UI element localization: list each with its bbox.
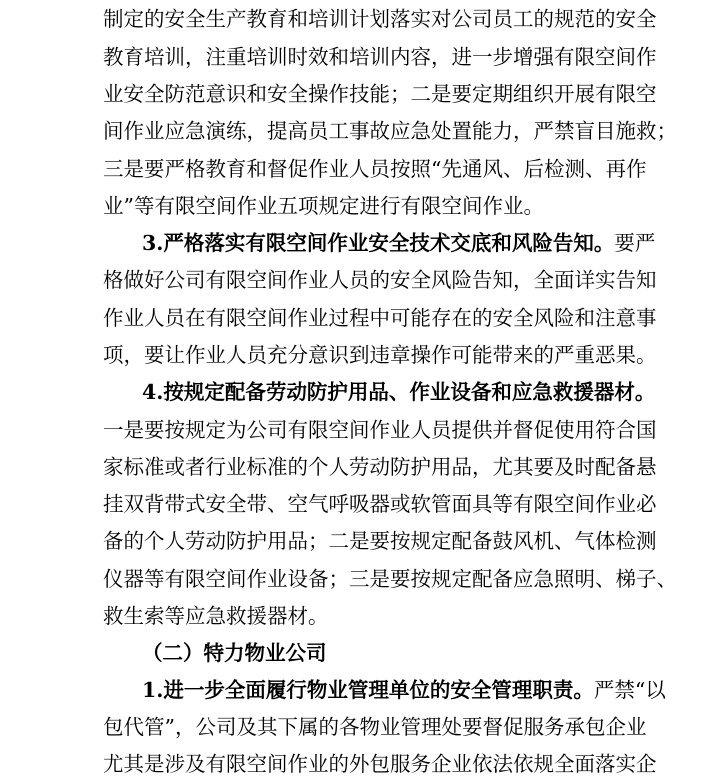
item-3-tail: 要严: [614, 231, 656, 255]
paragraph-line: 教育培训，注重培训时效和培训内容，进一步增强有限空间作: [103, 45, 657, 69]
section-2-heading: （二）特力物业公司: [142, 641, 327, 665]
paragraph-line: 备的个人劳动防护用品；二是要按规定配备鼓风机、气体检测: [103, 529, 657, 553]
paragraph-line: 挂双背带式安全带、空气呼吸器或软管面具等有限空间作业必: [103, 492, 657, 516]
item-1-heading: 1.进一步全面履行物业管理单位的安全管理职责。: [142, 678, 594, 702]
item-1-tail: 严禁“以: [593, 678, 666, 702]
paragraph-line: 尤其是涉及有限空间作业的外包服务企业依法依规全面落实企: [103, 752, 657, 776]
paragraph-line: 救生索等应急救援器材。: [103, 604, 329, 628]
paragraph-line: 间作业应急演练，提高员工事故应急处置能力，严禁盲目施救；: [103, 119, 677, 143]
paragraph-line: 项，要让作业人员充分意识到违章操作可能带来的严重恶果。: [103, 343, 657, 367]
paragraph-line: 包代管”，公司及其下属的各物业管理处要督促服务承包企业: [103, 715, 647, 739]
item-3-heading: 3.严格落实有限空间作业安全技术交底和风险告知。: [142, 231, 615, 255]
item-3-line: [142, 225, 656, 261]
paragraph-line: 作业人员在有限空间作业过程中可能存在的安全风险和注意事: [103, 306, 657, 330]
paragraph-line: 家标准或者行业标准的个人劳动防护用品，尤其要及时配备悬: [103, 455, 657, 479]
paragraph-line: 业安全防范意识和安全操作技能；二是要定期组织开展有限空: [103, 82, 657, 106]
paragraph-line: 一是要按规定为公司有限空间作业人员提供并督促使用符合国: [103, 418, 657, 442]
item-1-line: [142, 672, 666, 708]
item-4-heading: 4.按规定配备劳动防护用品、作业设备和应急救援器材。: [142, 380, 656, 404]
paragraph-line: 格做好公司有限空间作业人员的安全风险告知，全面详实告知: [103, 268, 657, 292]
paragraph-line: 业”等有限空间作业五项规定进行有限空间作业。: [103, 194, 544, 218]
paragraph-line: 三是要严格教育和督促作业人员按照“先通风、后检测、再作: [103, 157, 647, 181]
paragraph-line: 制定的安全生产教育和培训计划落实对公司员工的规范的安全: [103, 7, 657, 31]
paragraph-line: 仪器等有限空间作业设备；三是要按规定配备应急照明、梯子、: [103, 567, 677, 591]
